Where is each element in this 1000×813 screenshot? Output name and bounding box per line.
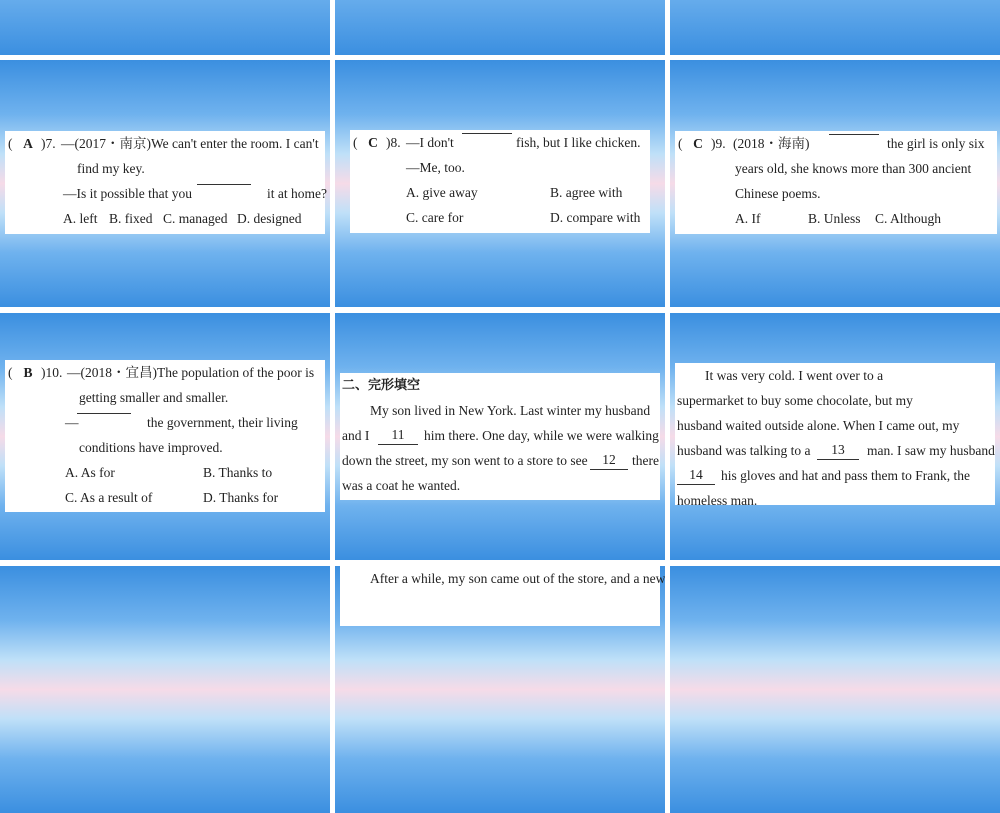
passage-text: It was very cold. I went over to a bbox=[705, 368, 884, 383]
question-text: —(2017・南京)We can't enter the room. I can't bbox=[61, 136, 319, 151]
passage-text: husband was talking to a bbox=[677, 443, 811, 458]
question-text: conditions have improved. bbox=[79, 440, 223, 455]
slide-thumb-r3c1[interactable] bbox=[335, 566, 665, 813]
question-text: getting smaller and smaller. bbox=[79, 390, 229, 405]
option-c: C. care for bbox=[406, 210, 464, 225]
answer-blank bbox=[462, 133, 512, 134]
slide-thumb-r0c2[interactable] bbox=[670, 0, 1000, 55]
question-text: Chinese poems. bbox=[735, 186, 821, 201]
slide-thumb-story[interactable] bbox=[670, 313, 1000, 560]
slide-thumb-r3c2[interactable] bbox=[670, 566, 1000, 813]
passage-text: and I bbox=[342, 428, 370, 443]
question-text: it at home? bbox=[267, 186, 327, 201]
option-a: A. left bbox=[63, 211, 98, 226]
question-text: find my key. bbox=[77, 161, 145, 176]
passage-text: My son lived in New York. Last winter my husband bbox=[370, 403, 651, 418]
passage-text: down the street, my son went to a store to see bbox=[342, 453, 588, 468]
option-a: A. If bbox=[735, 211, 761, 226]
blank-13: 13 bbox=[817, 441, 859, 460]
section-heading: 二、完形填空 bbox=[342, 378, 421, 393]
blank-14: 14 bbox=[677, 466, 715, 485]
story-card bbox=[675, 363, 995, 508]
slide-thumb-cloze[interactable] bbox=[335, 313, 665, 560]
question-text: the government, their living bbox=[147, 415, 298, 430]
slide-thumb-q10[interactable] bbox=[0, 313, 330, 560]
question-card-q9 bbox=[675, 131, 997, 234]
paren-open: ( bbox=[8, 136, 13, 151]
question-number: )7. bbox=[41, 136, 56, 151]
slide-thumb-r0c0[interactable] bbox=[0, 0, 330, 55]
answer-mark: C bbox=[368, 135, 378, 150]
paren-open: ( bbox=[678, 136, 683, 151]
paren-open: ( bbox=[8, 365, 13, 380]
blank-11: 11 bbox=[378, 426, 418, 445]
question-text: (2018・海南) bbox=[733, 136, 810, 151]
question-text: —Me, too. bbox=[406, 160, 465, 175]
option-a: A. give away bbox=[406, 185, 478, 200]
question-number: )8. bbox=[386, 135, 401, 150]
option-c: C. Although bbox=[875, 211, 942, 226]
question-text: —Is it possible that you bbox=[63, 186, 192, 201]
answer-blank bbox=[77, 413, 131, 414]
passage-text: was a coat he wanted. bbox=[342, 478, 461, 493]
passage-text: man. I saw my husband bbox=[867, 443, 995, 458]
passage-text: supermarket to buy some chocolate, but my bbox=[677, 393, 913, 408]
answer-blank bbox=[197, 184, 251, 185]
answer-mark: C bbox=[693, 136, 703, 151]
cloze-card bbox=[340, 373, 660, 500]
option-d: D. Thanks for bbox=[203, 490, 279, 505]
slide-thumb-r3c0[interactable] bbox=[0, 566, 330, 813]
question-text: —(2018・宜昌)The population of the poor is bbox=[67, 365, 315, 380]
question-number: )10. bbox=[41, 365, 63, 380]
slide-thumb-r0c1[interactable] bbox=[335, 0, 665, 55]
question-text: the girl is only six bbox=[887, 136, 985, 151]
passage-text: him there. One day, while we were walking bbox=[424, 428, 659, 443]
slide-thumb-q7[interactable] bbox=[0, 60, 330, 307]
question-text: years old, she knows more than 300 ancient bbox=[735, 161, 972, 176]
option-a: A. As for bbox=[65, 465, 115, 480]
question-text: —I don't bbox=[406, 135, 454, 150]
question-card-q10 bbox=[5, 360, 325, 512]
answer-blank bbox=[829, 134, 879, 135]
option-b: B. fixed bbox=[109, 211, 153, 226]
passage-text: After a while, my son came out of the store, and a new bbox=[370, 571, 665, 586]
question-card-q8 bbox=[350, 130, 650, 233]
option-c: C. managed bbox=[163, 211, 228, 226]
option-b: B. agree with bbox=[550, 185, 623, 200]
answer-mark: B bbox=[23, 365, 33, 380]
option-d: D. compare with bbox=[550, 210, 641, 225]
blank-12: 12 bbox=[590, 451, 628, 470]
question-text: — bbox=[65, 415, 79, 430]
question-text: fish, but I like chicken. bbox=[516, 135, 641, 150]
passage-text: husband waited outside alone. When I came out, my bbox=[677, 418, 960, 433]
question-number: )9. bbox=[711, 136, 726, 151]
passage-text: homeless man. bbox=[677, 493, 758, 508]
option-b: B. Unless bbox=[808, 211, 861, 226]
option-c: C. As a result of bbox=[65, 490, 153, 505]
question-card-q7 bbox=[5, 131, 325, 234]
option-b: B. Thanks to bbox=[203, 465, 273, 480]
passage-text: there bbox=[632, 453, 659, 468]
paren-open: ( bbox=[353, 135, 358, 150]
story-continued-card bbox=[340, 566, 665, 626]
slide-thumb-q8[interactable] bbox=[335, 60, 665, 307]
passage-text: his gloves and hat and pass them to Frank, the bbox=[721, 468, 970, 483]
slide-thumb-q9[interactable] bbox=[670, 60, 1000, 307]
option-d: D. designed bbox=[237, 211, 302, 226]
answer-mark: A bbox=[23, 136, 33, 151]
